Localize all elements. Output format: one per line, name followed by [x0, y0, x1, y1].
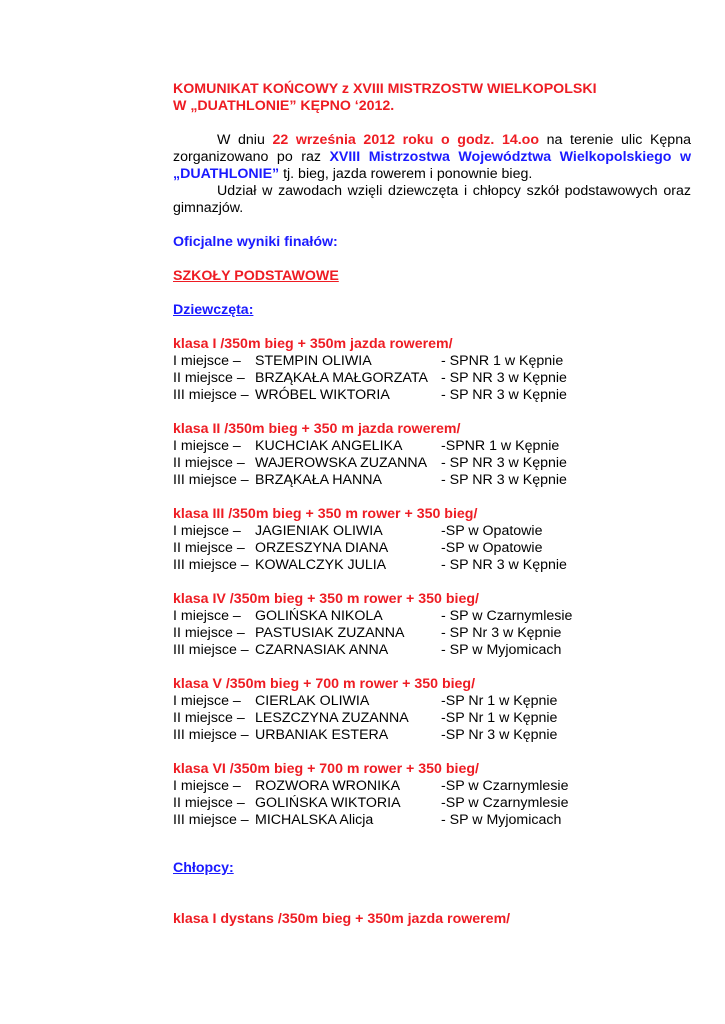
result-place: I miejsce – [173, 693, 241, 709]
class-title: klasa II /350m bieg + 350 m jazda rowerem/ [173, 421, 461, 437]
class-title: klasa I /350m bieg + 350m jazda rowerem/ [173, 336, 453, 352]
class-block [173, 761, 691, 829]
competitor-name: BRZĄKAŁA HANNA [255, 472, 382, 488]
competitor-name: CIERLAK OLIWIA [255, 693, 370, 709]
result-place: III miejsce – [173, 812, 249, 828]
competitor-name: CZARNASIAK ANNA [255, 642, 389, 658]
school-name: -SP w Opatowie [441, 540, 543, 556]
girls-heading: Dziewczęta: [173, 302, 254, 318]
school-name: -SP w Czarnymlesie [441, 795, 569, 811]
result-row [173, 557, 691, 574]
results-title: Oficjalne wyniki finałów: [173, 234, 338, 250]
result-row [173, 455, 691, 472]
result-row [173, 472, 691, 489]
result-row [173, 540, 691, 557]
class-block [173, 421, 691, 489]
boys-heading: Chłopcy: [173, 860, 234, 876]
result-row [173, 353, 691, 370]
school-name: - SP NR 3 w Kępnie [441, 455, 567, 471]
school-section-heading: SZKOŁY PODSTAWOWE [173, 268, 339, 284]
result-place: I miejsce – [173, 778, 241, 794]
boys-class-title: klasa I dystans /350m bieg + 350m jazda rowerem/ [173, 911, 511, 927]
result-row [173, 523, 691, 540]
competitor-name: JAGIENIAK OLIWIA [255, 523, 383, 539]
school-name: -SP w Czarnymlesie [441, 778, 569, 794]
class-block [173, 336, 691, 404]
spacer [173, 744, 691, 761]
school-name: - SP NR 3 w Kępnie [441, 472, 567, 488]
spacer [173, 489, 691, 506]
result-place: III miejsce – [173, 472, 249, 488]
competitor-name: GOLIŃSKA WIKTORIA [255, 795, 401, 811]
competitor-name: MICHALSKA Alicja [255, 812, 374, 828]
result-place: III miejsce – [173, 387, 249, 403]
spacer [173, 404, 691, 421]
result-place: I miejsce – [173, 438, 241, 454]
result-row [173, 438, 691, 455]
intro-paragraph-2 [173, 183, 691, 217]
school-name: - SP w Myjomicach [441, 642, 562, 658]
spacer [173, 319, 691, 336]
result-place: II miejsce – [173, 625, 245, 641]
intro-paragraph-1 [173, 132, 691, 183]
title-line-2: W „DUATHLONIE” KĘPNO ‘2012. [173, 98, 395, 114]
intro-text-2: Udział w zawodach wzięli dziewczęta i chłopcy szkół podstawowych oraz gimnazjów. [173, 183, 691, 216]
competitor-name: ROZWORA WRONIKA [255, 778, 401, 794]
class-block [173, 506, 691, 574]
result-place: II miejsce – [173, 455, 245, 471]
result-row [173, 795, 691, 812]
result-row [173, 710, 691, 727]
class-block [173, 591, 691, 659]
result-row [173, 693, 691, 710]
result-place: II miejsce – [173, 370, 245, 386]
competitor-name: GOLIŃSKA NIKOLA [255, 608, 383, 624]
result-row [173, 608, 691, 625]
class-title: klasa III /350m bieg + 350 m rower + 350 bieg/ [173, 506, 478, 522]
competitor-name: WRÓBEL WIKTORIA [255, 387, 390, 403]
intro-text-start: W dniu [217, 132, 273, 148]
competitor-name: KOWALCZYK JULIA [255, 557, 387, 573]
school-name: -SP Nr 1 w Kępnie [441, 693, 558, 709]
school-name: - SP w Myjomicach [441, 812, 562, 828]
result-place: II miejsce – [173, 540, 245, 556]
spacer [173, 574, 691, 591]
competitor-name: BRZĄKAŁA MAŁGORZATA [255, 370, 428, 386]
result-place: I miejsce – [173, 523, 241, 539]
school-name: - SP NR 3 w Kępnie [441, 370, 567, 386]
result-place: III miejsce – [173, 557, 249, 573]
school-name: -SP Nr 1 w Kępnie [441, 710, 558, 726]
competitor-name: LESZCZYNA ZUZANNA [255, 710, 409, 726]
result-place: II miejsce – [173, 710, 245, 726]
school-name: - SPNR 1 w Kępnie [441, 353, 564, 369]
intro-text-end: tj. bieg, jazda rowerem i ponownie bieg. [279, 166, 533, 182]
document-title [173, 81, 691, 115]
event-name: XVIII Mistrzostwa Województwa Wielkopolskiego w „DUATHLONIE” [173, 149, 691, 182]
result-row [173, 812, 691, 829]
class-title: klasa V /350m bieg + 700 m rower + 350 bieg/ [173, 676, 476, 692]
competitor-name: PASTUSIAK ZUZANNA [255, 625, 405, 641]
girls-results [173, 319, 691, 829]
result-row [173, 778, 691, 795]
intro-text-mid: na terenie ulic Kępna zorganizowano po raz [173, 132, 691, 165]
school-name: - SP NR 3 w Kępnie [441, 557, 567, 573]
result-place: II miejsce – [173, 795, 245, 811]
class-block [173, 676, 691, 744]
result-place: I miejsce – [173, 353, 241, 369]
result-row [173, 727, 691, 744]
class-title: klasa IV /350m bieg + 350 m rower + 350 bieg/ [173, 591, 479, 607]
title-line-1: KOMUNIKAT KOŃCOWY z XVIII MISTRZOSTW WIELKOPOLSKI [173, 81, 597, 97]
result-place: III miejsce – [173, 727, 249, 743]
document-page [173, 81, 691, 928]
competitor-name: KUCHCIAK ANGELIKA [255, 438, 403, 454]
class-title: klasa VI /350m bieg + 700 m rower + 350 bieg/ [173, 761, 479, 777]
event-date: 22 września 2012 roku o godz. 14.oo [272, 132, 539, 148]
result-place: III miejsce – [173, 642, 249, 658]
school-name: - SP w Czarnymlesie [441, 608, 573, 624]
result-row [173, 370, 691, 387]
competitor-name: ORZESZYNA DIANA [255, 540, 389, 556]
result-row [173, 387, 691, 404]
school-name: - SP NR 3 w Kępnie [441, 387, 567, 403]
school-name: -SPNR 1 w Kępnie [441, 438, 560, 454]
result-row [173, 642, 691, 659]
competitor-name: URBANIAK ESTERA [255, 727, 389, 743]
spacer [173, 659, 691, 676]
result-place: I miejsce – [173, 608, 241, 624]
school-name: - SP Nr 3 w Kępnie [441, 625, 562, 641]
school-name: -SP w Opatowie [441, 523, 543, 539]
competitor-name: STEMPIN OLIWIA [255, 353, 372, 369]
school-name: -SP Nr 3 w Kępnie [441, 727, 558, 743]
competitor-name: WAJEROWSKA ZUZANNA [255, 455, 428, 471]
result-row [173, 625, 691, 642]
